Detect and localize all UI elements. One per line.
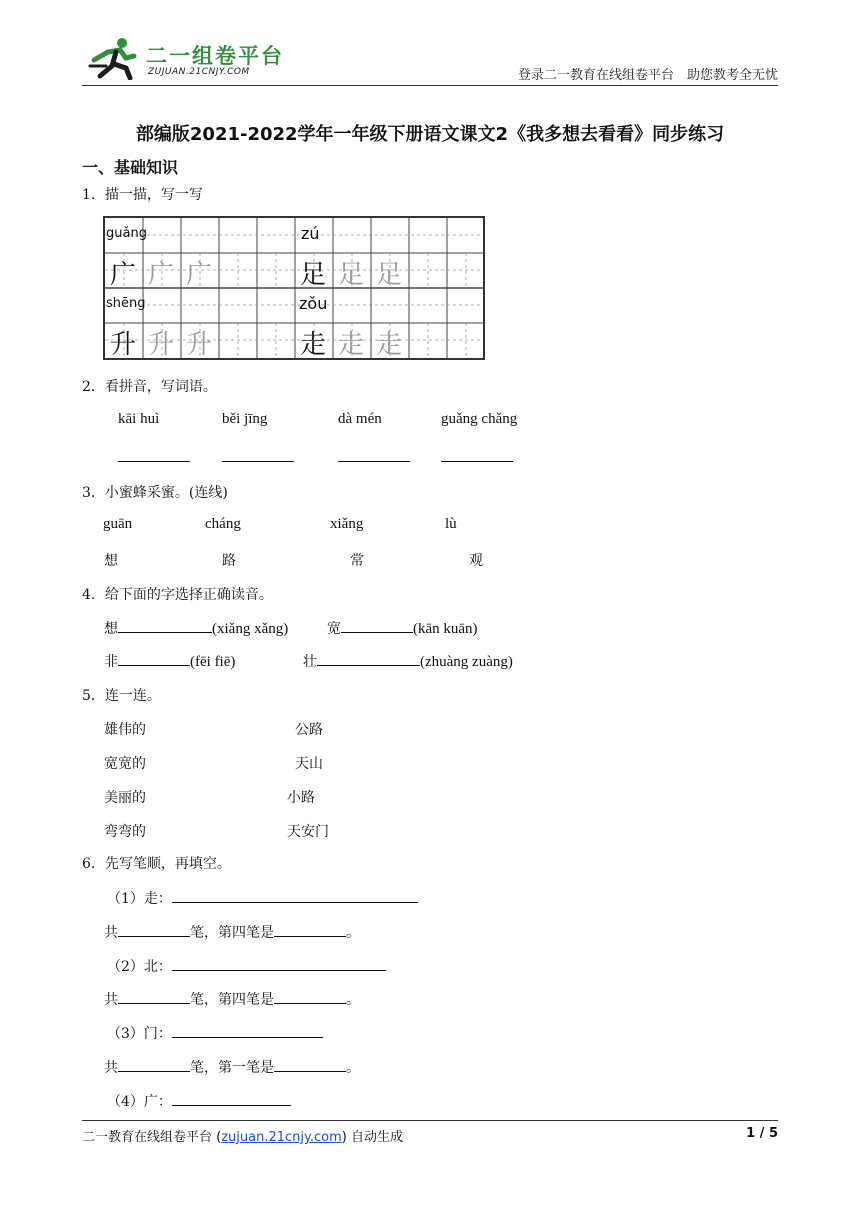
answer-blank[interactable] xyxy=(338,461,410,462)
grid-pinyin: zú xyxy=(301,224,320,243)
question-3-label: 3．小蜜蜂采蜜。(连线) xyxy=(82,485,228,501)
match-right: 公路 xyxy=(295,722,323,738)
stroke-fill-line xyxy=(104,1057,360,1077)
grid-char-trace: 足 xyxy=(338,260,365,290)
answer-blank[interactable] xyxy=(222,461,294,462)
stroke-part xyxy=(107,1091,291,1111)
grid-pinyin: guǎng xyxy=(106,226,147,241)
stroke-part-label: （4）广： xyxy=(107,1094,172,1110)
pinyin-item: běi jīng xyxy=(222,411,268,427)
fill-text: 共 xyxy=(104,992,118,1008)
section-heading: 一、基础知识 xyxy=(82,158,179,177)
header-slogan: 登录二一教育在线组卷平台 助您教考全无忧 xyxy=(517,68,778,83)
pinyin-item: dà mén xyxy=(338,411,382,427)
footer-divider xyxy=(82,1120,778,1121)
answer-blank[interactable] xyxy=(274,922,346,937)
match-right: 天安门 xyxy=(287,824,329,840)
footer-prefix: 二一教育在线组卷平台 ( xyxy=(82,1130,222,1145)
match-left: 宽宽的 xyxy=(104,756,146,772)
grid-char-trace: 广 xyxy=(148,260,175,290)
answer-blank[interactable] xyxy=(274,1057,346,1072)
match-char: 路 xyxy=(222,553,236,569)
answer-blank[interactable] xyxy=(118,1057,190,1072)
match-pinyin: guān xyxy=(103,516,133,532)
grid-char-trace: 广 xyxy=(186,260,213,290)
grid-pinyin: shēng xyxy=(106,296,146,311)
grid-char-trace: 足 xyxy=(376,260,403,290)
stroke-fill-line xyxy=(104,922,360,942)
header-divider xyxy=(82,85,778,86)
answer-blank[interactable] xyxy=(341,618,413,633)
reading-options: (fēi fiē) xyxy=(190,654,236,670)
answer-blank[interactable] xyxy=(118,461,190,462)
reading-options: (xiǎng xǎng) xyxy=(212,621,289,637)
reading-item xyxy=(104,651,235,671)
match-pinyin: xiǎng xyxy=(330,516,364,532)
logo-url-text: ZUJUAN.21CNJY.COM xyxy=(148,67,250,77)
answer-blank[interactable] xyxy=(172,1091,291,1106)
reading-item xyxy=(104,618,288,638)
stroke-part xyxy=(107,888,418,908)
stroke-part-label: （3）门： xyxy=(107,1026,172,1042)
reading-char: 非 xyxy=(104,654,118,670)
answer-blank[interactable] xyxy=(172,888,418,903)
question-1-label: 1．描一描，写一写 xyxy=(82,187,203,203)
stroke-part xyxy=(107,956,386,976)
grid-char: 足 xyxy=(300,260,327,290)
match-right: 小路 xyxy=(287,790,315,806)
fill-text: 笔，第四笔是 xyxy=(190,992,274,1008)
match-pinyin: cháng xyxy=(205,516,241,532)
match-right: 天山 xyxy=(295,756,323,772)
reading-char: 想 xyxy=(104,621,118,637)
match-left: 雄伟的 xyxy=(104,722,146,738)
tian-zi-grid xyxy=(103,216,485,360)
match-left: 美丽的 xyxy=(104,790,146,806)
grid-char: 广 xyxy=(110,260,137,290)
footer-suffix: ) 自动生成 xyxy=(341,1130,403,1145)
stroke-part xyxy=(107,1023,323,1043)
answer-blank[interactable] xyxy=(118,651,190,666)
fill-text: 笔，第四笔是 xyxy=(190,925,274,941)
stroke-fill-line xyxy=(104,989,360,1009)
fill-text: 共 xyxy=(104,1060,118,1076)
logo xyxy=(86,36,286,80)
match-left: 弯弯的 xyxy=(104,824,146,840)
page-title: 部编版2021-2022学年一年级下册语文课文2《我多想去看看》同步练习 xyxy=(135,124,725,145)
footer-link[interactable]: zujuan.21cnjy.com xyxy=(221,1130,342,1145)
answer-blank[interactable] xyxy=(441,461,513,462)
runner-logo-icon xyxy=(86,36,142,80)
answer-blank[interactable] xyxy=(172,956,386,971)
reading-item xyxy=(327,618,478,638)
reading-item xyxy=(303,651,513,671)
question-6-label: 6．先写笔顺，再填空。 xyxy=(82,856,231,872)
grid-char-trace: 升 xyxy=(186,330,213,360)
answer-blank[interactable] xyxy=(274,989,346,1004)
reading-char: 宽 xyxy=(327,621,341,637)
fill-text: 。 xyxy=(346,1060,360,1076)
fill-text: 。 xyxy=(346,992,360,1008)
question-4-label: 4．给下面的字选择正确读音。 xyxy=(82,587,273,603)
answer-blank[interactable] xyxy=(118,989,190,1004)
logo-text: 二一组卷平台 xyxy=(146,44,284,68)
stroke-part-label: （1）走： xyxy=(107,891,172,907)
grid-char: 走 xyxy=(300,330,327,360)
grid-char-trace: 走 xyxy=(338,330,365,360)
fill-text: 。 xyxy=(346,925,360,941)
grid-pinyin: zǒu xyxy=(299,294,328,313)
answer-blank[interactable] xyxy=(172,1023,323,1038)
match-char: 常 xyxy=(350,553,364,569)
answer-blank[interactable] xyxy=(317,651,420,666)
answer-blank[interactable] xyxy=(118,922,190,937)
stroke-part-label: （2）北： xyxy=(107,959,172,975)
match-char: 观 xyxy=(469,553,483,569)
page-number: 1 / 5 xyxy=(746,1126,778,1141)
footer-source xyxy=(82,1126,403,1145)
pinyin-item: kāi huì xyxy=(118,411,160,427)
match-pinyin: lù xyxy=(445,516,457,532)
grid-char-trace: 走 xyxy=(376,330,403,360)
grid-char: 升 xyxy=(110,330,137,360)
reading-options: (kān kuān) xyxy=(413,621,478,637)
grid-char-trace: 升 xyxy=(148,330,175,360)
reading-char: 壮 xyxy=(303,654,317,670)
pinyin-item: guǎng chǎng xyxy=(441,411,518,427)
question-5-label: 5．连一连。 xyxy=(82,688,161,704)
question-2-label: 2．看拼音，写词语。 xyxy=(82,379,217,395)
fill-text: 共 xyxy=(104,925,118,941)
answer-blank[interactable] xyxy=(118,618,212,633)
match-char: 想 xyxy=(104,553,118,569)
fill-text: 笔，第一笔是 xyxy=(190,1060,274,1076)
reading-options: (zhuàng zuàng) xyxy=(420,654,513,670)
